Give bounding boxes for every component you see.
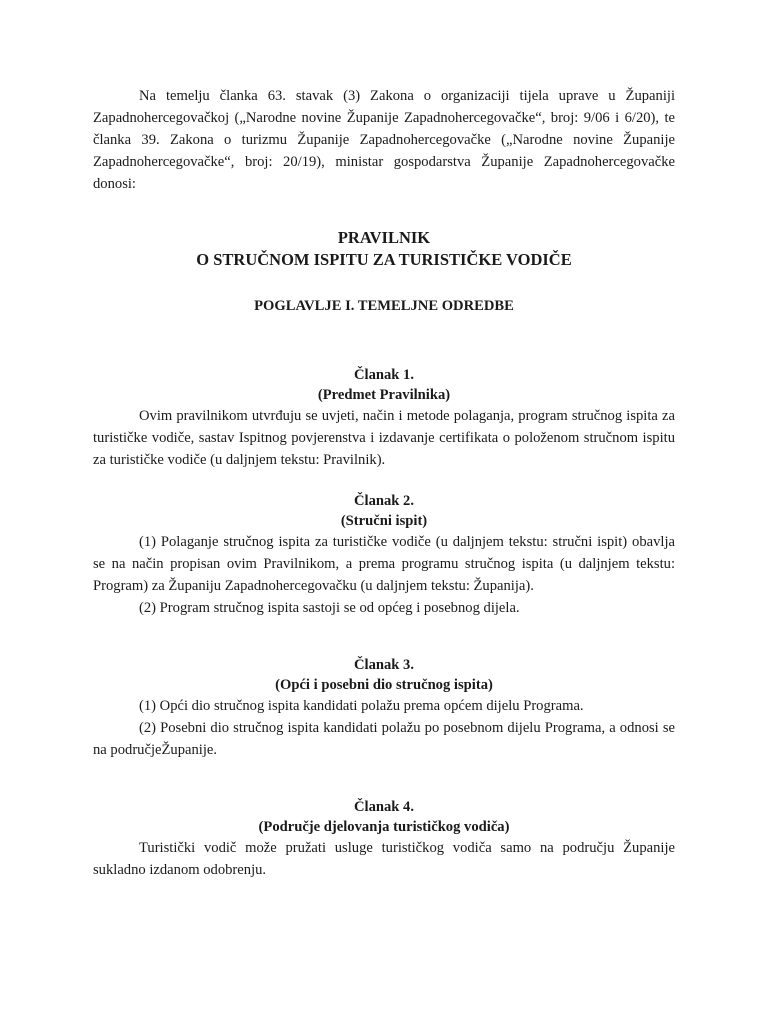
article-paragraph: (2) Program stručnog ispita sastoji se od općeg i posebnog dijela. (139, 600, 520, 616)
article-heading: (Stručni ispit) (340, 513, 428, 529)
chapter-heading: POGLAVLJE I. TEMELJNE ODREDBE (254, 298, 514, 314)
article-1 (93, 365, 675, 471)
article-paragraph: (2) Posebni dio stručnog ispita kandidati polažu po posebnom dijelu Programa, a odnosi se na područjeŽupanije. (93, 720, 675, 758)
article-3 (93, 655, 675, 761)
article-number: Članak 3. (353, 657, 414, 673)
article-heading: (Područje djelovanja turističkog vodiča) (258, 819, 510, 835)
article-paragraph: Ovim pravilnikom utvrđuju se uvjeti, način i metode polaganja, program stručnog ispita za turističke vodiče, sastav Ispitnog povjerenstva i izdavanje certifikata o položenom stručnom ispitu za turističke vodiče (u daljnjem tekstu: Pravilnik). (93, 408, 675, 468)
article-number: Članak 1. (353, 367, 414, 383)
document-subtitle: O STRUČNOM ISPITU ZA TURISTIČKE VODIČE (196, 250, 572, 269)
article-2 (93, 491, 675, 619)
article-heading: (Predmet Pravilnika) (317, 387, 451, 403)
preamble-paragraph: Na temelju članka 63. stavak (3) Zakona o organizaciji tijela uprave u Županiji Zapadnohercegovačkoj („Narodne novine Županije Zapadnohercegovačke“, broj: 9/06 i 6/20), te članka 39. Zakona o turizmu Županije Zapadnohercegovačke („Narodne novine Županije Zapadnohercegovačke“, broj: 20/19), ministar gospodarstva Županije Zapadnohercegovačke donosi: (93, 88, 675, 192)
article-paragraph: (1) Opći dio stručnog ispita kandidati polažu prema općem dijelu Programa. (139, 698, 584, 714)
article-heading: (Opći i posebni dio stručnog ispita) (275, 677, 493, 693)
article-paragraph: (1) Polaganje stručnog ispita za turističke vodiče (u daljnjem tekstu: stručni ispit) obavlja se na način propisan ovim Pravilnikom, a prema programu stručnog ispita (u daljnjem tekstu: Program) za Županiju Zapadnohercegovačku (u daljnjem tekstu: Županija). (93, 534, 675, 594)
article-number: Članak 4. (353, 799, 414, 815)
article-4 (93, 797, 675, 881)
document-title: PRAVILNIK (337, 228, 431, 247)
article-number: Članak 2. (353, 493, 414, 509)
document-body (93, 85, 675, 881)
article-paragraph: Turistički vodič može pružati usluge turističkog vodiča samo na području Županije sukladno izdanom odobrenju. (93, 840, 675, 878)
